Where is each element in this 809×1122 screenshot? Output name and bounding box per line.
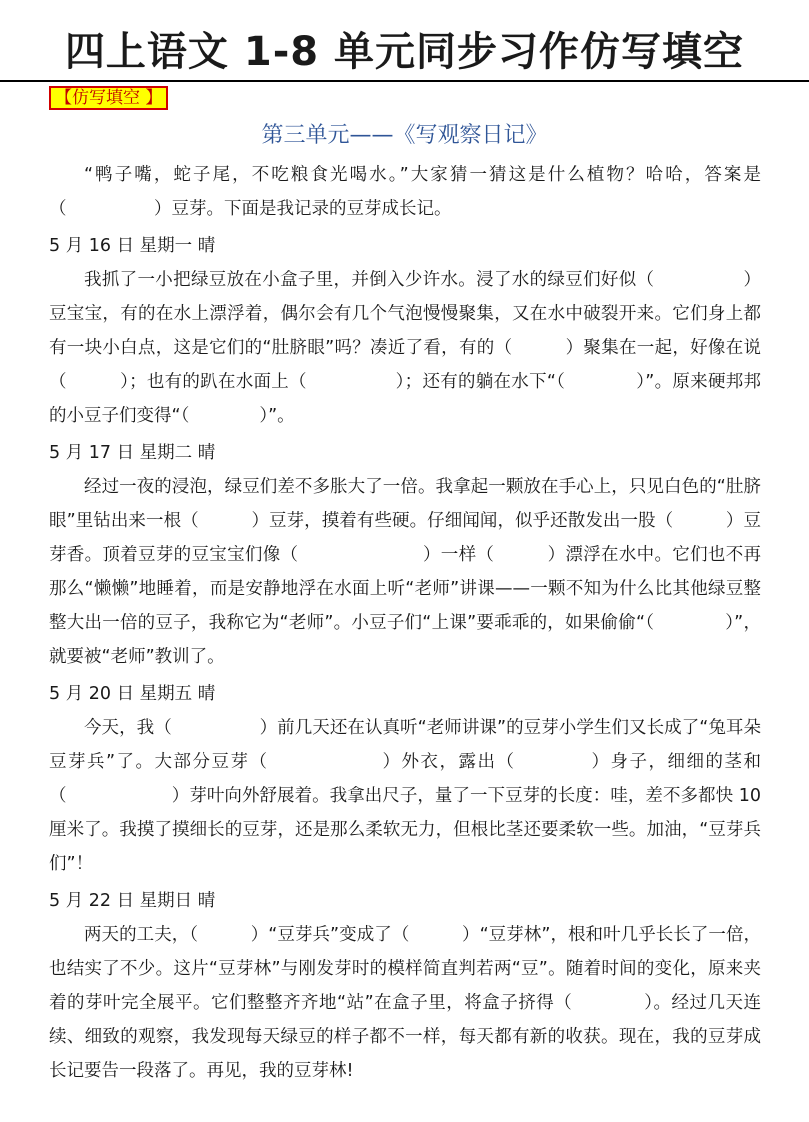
title-divider: [0, 80, 809, 82]
diary-content: [49, 158, 761, 1088]
diary-entry: [49, 677, 761, 881]
entry-text: 经过一夜的浸泡，绿豆们差不多胀大了一倍。我拿起一颗放在手心上，只见白色的“肚脐眼”里钻出来一根（ ）豆芽，摸着有些硬。仔细闻闻，似乎还散发出一股（ ）豆芽香。顶着豆芽的豆宝宝们像（ ）一样（ ）漂浮在水中。它们也不再那么“懒懒”地睡着，而是安静地浮在水面上听“老师”讲课——一颗不知为什么比其他绿豆整整大出一倍的豆子，我称它为“老师”。小豆子们“上课”要乖乖的，如果偷偷“（ ）”，就要被“老师”教训了。: [49, 477, 761, 667]
entry-date: 5 月 22 日 星期日 晴: [49, 891, 216, 911]
diary-entry: [49, 229, 761, 433]
entry-text: 我抓了一小把绿豆放在小盒子里，并倒入少许水。浸了水的绿豆们好似（ ）豆宝宝，有的在水上漂浮着，偶尔会有几个气泡慢慢聚集，又在水中破裂开来。它们身上都有一块小白点，这是它们的“肚脐眼”吗？凑近了看，有的（ ）聚集在一起，好像在说（ ）；也有的趴在水面上（ ）；还有的躺在水下“（ ）”。原来硬邦邦的小豆子们变得“（ ）”。: [49, 270, 761, 426]
entry-text: 两天的工夫，（ ）“豆芽兵”变成了（ ）“豆芽林”，根和叶几乎长长了一倍，也结实了不少。这片“豆芽林”与刚发芽时的模样简直判若两“豆”。随着时间的变化，原来夹着的芽叶完全展平。它们整整齐齐地“站”在盒子里，将盒子挤得（ ）。经过几天连续、细致的观察，我发现每天绿豆的样子都不一样，每天都有新的收获。现在，我的豆芽成长记要告一段落了。再见，我的豆芽林!: [49, 925, 761, 1081]
diary-entry: [49, 436, 761, 674]
section-title: 第三单元——《写观察日记》: [261, 123, 548, 148]
entry-date: 5 月 16 日 星期一 晴: [49, 236, 216, 256]
exercise-tag: 【仿写填空 】: [49, 86, 168, 110]
intro-paragraph: “鸭子嘴，蛇子尾，不吃粮食光喝水。”大家猜一猜这是什么植物？哈哈，答案是（ ）豆芽。下面是我记录的豆芽成长记。: [49, 165, 761, 219]
entry-text: 今天，我（ ）前几天还在认真听“老师讲课”的豆芽小学生们又长成了“兔耳朵豆芽兵”了。大部分豆芽（ ）外衣，露出（ ）身子，细细的茎和（ ）芽叶向外舒展着。我拿出尺子，量了一下豆芽的长度：哇，差不多都快 10 厘米了。我摸了摸细长的豆芽，还是那么柔软无力，但根比茎还要柔软一些。加油，“豆芽兵们”！: [49, 718, 761, 874]
entry-date: 5 月 17 日 星期二 晴: [49, 443, 216, 463]
diary-entry: [49, 884, 761, 1088]
page-title: 四上语文 1-8 单元同步习作仿写填空: [64, 29, 745, 75]
entry-date: 5 月 20 日 星期五 晴: [49, 684, 216, 704]
